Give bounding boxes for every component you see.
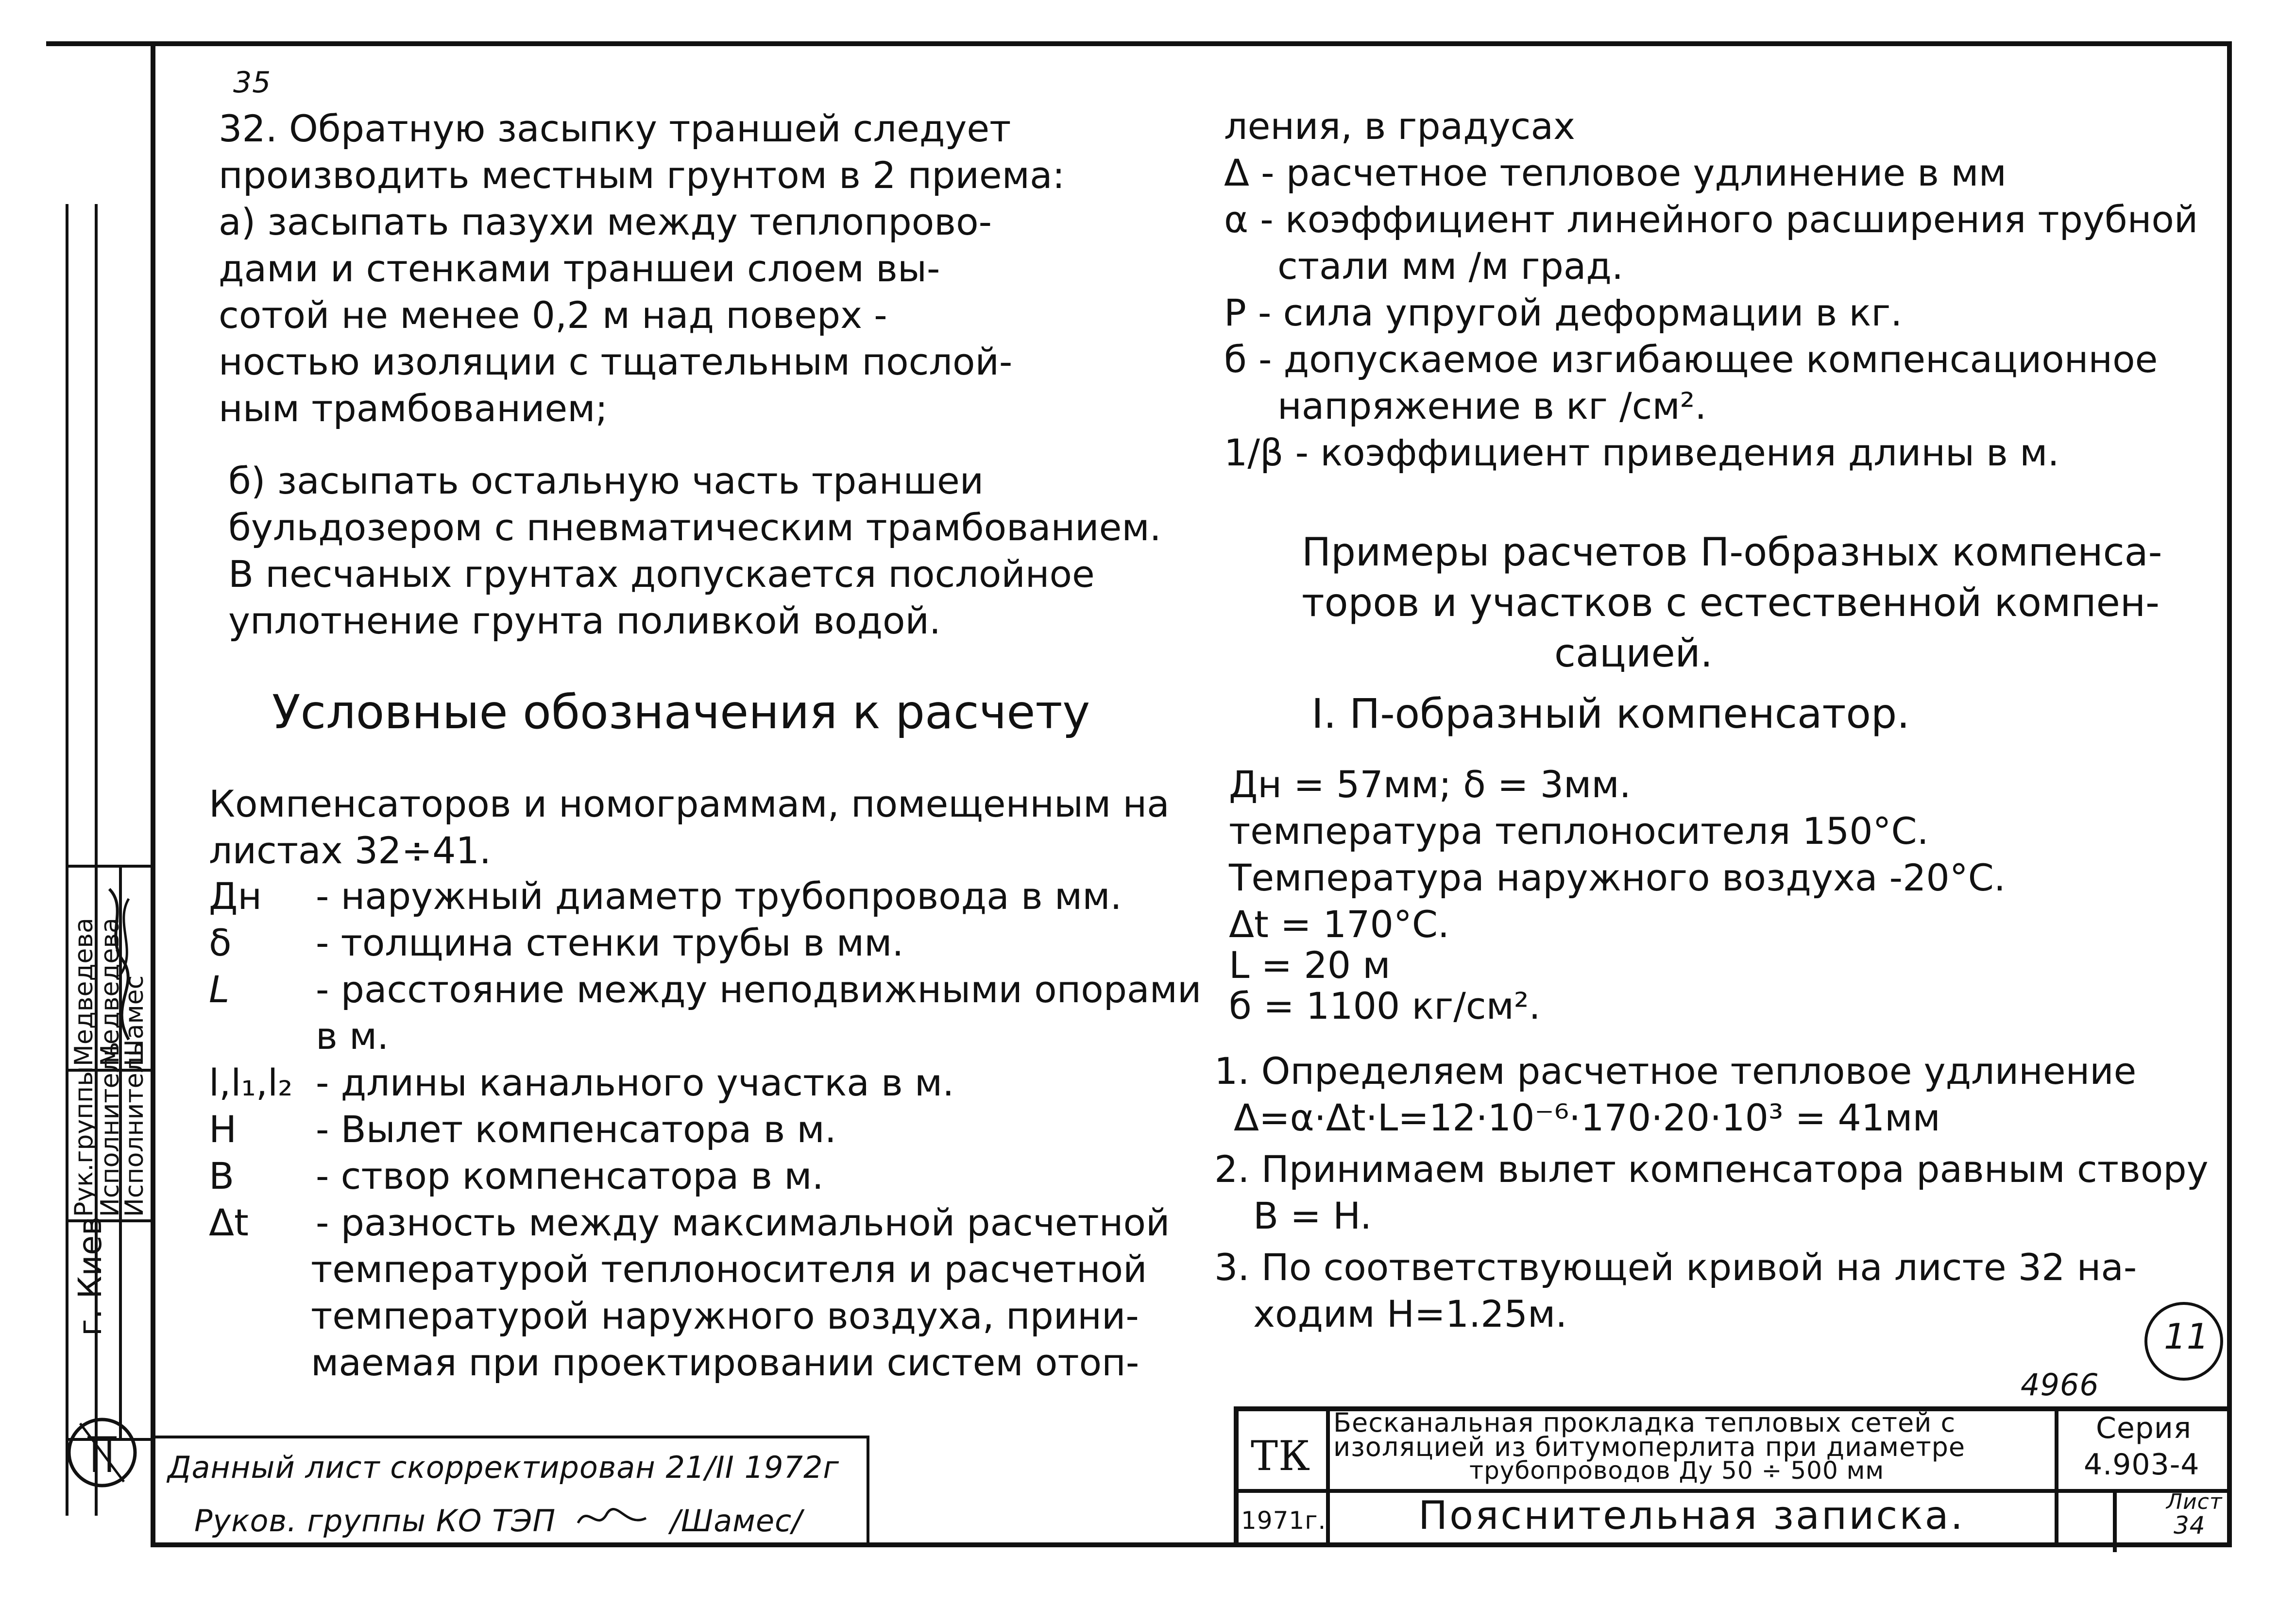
text-line: Дн = 57мм; δ = 3мм.: [1229, 763, 1631, 806]
text-line: бульдозером с пневматическим трамбованием.: [228, 506, 1161, 549]
text-line: сотой не менее 0,2 м над поверх -: [219, 293, 887, 337]
text-line: 1. Определяем расчетное тепловое удлинение: [1214, 1049, 2137, 1093]
subheading: I. П-образный компенсатор.: [1311, 690, 1910, 737]
definition-row: l,l₁,l₂ - длины канального участка в м.: [209, 1061, 954, 1104]
definition-row: Δt - разность между максимальной расчетной: [209, 1201, 1170, 1244]
sheet-value: 34: [2174, 1511, 2206, 1540]
symbols-intro: [209, 782, 1170, 875]
text-line: торов и участков с естественной компен-: [1302, 580, 2160, 625]
text-line: дами и стенками траншеи слоем вы-: [219, 247, 940, 290]
definition-row: L - расстояние между неподвижными опорами: [209, 968, 1202, 1011]
left-section-32: [219, 107, 1065, 433]
description-line: Бесканальная прокладка тепловых сетей с: [1333, 1407, 1956, 1438]
text-line: ностью изоляции с тщательным послой-: [219, 340, 1013, 383]
name-1: Медведева: [69, 918, 99, 1066]
definitions-list: [209, 874, 1201, 1387]
series-label: Серия: [2096, 1411, 2192, 1445]
text-line: а) засыпать пазухи между теплопрово-: [219, 200, 992, 243]
text-line: ления, в градусах: [1224, 104, 1576, 148]
definition-row: δ - толщина стенки трубы в мм.: [209, 921, 904, 964]
text-line: Δt = 170°С.: [1229, 903, 1450, 946]
symbols-heading: Условные обозначения к расчету: [272, 685, 1090, 739]
text-line: ходим H=1.25м.: [1253, 1292, 1567, 1335]
text-line: стали мм /м град.: [1277, 244, 1624, 288]
year: 1971г.: [1241, 1506, 1327, 1535]
calculation-steps: [1214, 1049, 2209, 1339]
series-value: 4.903-4: [2084, 1448, 2200, 1482]
correction-signature: [573, 1499, 651, 1538]
correction-signature-name: /Шамес/: [670, 1503, 803, 1539]
text-line: B = H.: [1253, 1194, 1372, 1237]
name-2: Медведева: [96, 918, 125, 1066]
sheet-label: Лист: [2166, 1489, 2223, 1514]
sheet-title: Пояснительная записка.: [1418, 1493, 1965, 1538]
text-line: ным трамбованием;: [219, 387, 608, 430]
text-line: напряжение в кг /см².: [1277, 384, 1707, 428]
text-line: листах 32÷41.: [209, 829, 491, 872]
definition-row: Дн - наружный диаметр трубопровода в мм.: [209, 874, 1122, 918]
role-2: Исполнитель: [96, 1042, 125, 1217]
role-1: Рук.группы: [69, 1066, 99, 1217]
right-definitions: [1224, 104, 2198, 478]
page-number: 35: [233, 66, 272, 100]
project-description: [1333, 1407, 2050, 1485]
definition-row: H - Вылет компенсатора в м.: [209, 1108, 836, 1151]
circled-number-value: 11: [2164, 1316, 2210, 1357]
text-line: маемая при проектировании систем отоп-: [311, 1341, 1139, 1384]
org-code: ТК: [1251, 1432, 1311, 1480]
text-line: температура теплоносителя 150°С.: [1229, 809, 1929, 853]
text-line: Температура наружного воздуха -20°С.: [1229, 856, 2006, 899]
signatures: [100, 879, 148, 1059]
text-line: В песчаных грунтах допускается послойное: [228, 552, 1095, 596]
text-line: 3. По соответствующей кривой на листе 32 на-: [1214, 1246, 2137, 1289]
examples-heading: [1302, 530, 2162, 681]
text-line: L = 20 м: [1229, 943, 1391, 987]
correction-line-2: Руков. группы КО ТЭП: [194, 1503, 556, 1539]
text-line: 32. Обратную засыпку траншей следует: [219, 107, 1011, 150]
stamp-logo: [61, 1355, 143, 1501]
text-line: α - коэффициент линейного расширения трубной: [1224, 198, 2198, 241]
definition-row: в м.: [316, 1014, 389, 1058]
correction-line-1: Данный лист скорректирован 21/II 1972г: [168, 1450, 839, 1485]
definition-row: B - створ компенсатора в м.: [209, 1154, 824, 1197]
text-line: б) засыпать остальную часть траншеи: [228, 459, 984, 502]
text-line: Компенсаторов и номограммам, помещенным на: [209, 782, 1170, 825]
inventory-number: 4966: [2021, 1367, 2099, 1403]
given-values: [1229, 763, 2006, 1025]
text-line: производить местным грунтом в 2 приема:: [219, 154, 1065, 197]
side-strip: [46, 204, 151, 1535]
description-line: изоляцией из битумоперлита при диаметре: [1333, 1432, 1966, 1462]
text-line: Примеры расчетов П-образных компенса-: [1302, 530, 2162, 575]
left-section-b: [228, 459, 1161, 646]
text-line: Δ=α·Δt·L=12·10⁻⁶·170·20·10³ = 41мм: [1234, 1096, 1940, 1139]
text-line: сацией.: [1554, 631, 1713, 676]
text-line: температурой теплоносителя и расчетной: [311, 1248, 1147, 1291]
city-label: г. Киев: [71, 1216, 109, 1336]
text-line: Δ - расчетное тепловое удлинение в мм: [1224, 151, 2007, 194]
text-line: б - допускаемое изгибающее компенсационное: [1224, 338, 2158, 381]
text-line: 1/β - коэффициент приведения длины в м.: [1224, 431, 2059, 474]
role-3: Исполнитель: [120, 1042, 149, 1217]
description-line: трубопроводов Ду 50 ÷ 500 мм: [1469, 1456, 1885, 1485]
top-left-line: [46, 41, 155, 46]
text-line: 2. Принимаем вылет компенсатора равным створу: [1214, 1147, 2209, 1191]
text-line: Р - сила упругой деформации в кг.: [1224, 291, 1903, 334]
name-3: Шамес: [120, 975, 149, 1066]
text-line: температурой наружного воздуха, прини-: [311, 1294, 1139, 1337]
text-line: б = 1100 кг/см².: [1229, 984, 1541, 1027]
text-line: уплотнение грунта поливкой водой.: [228, 599, 941, 642]
